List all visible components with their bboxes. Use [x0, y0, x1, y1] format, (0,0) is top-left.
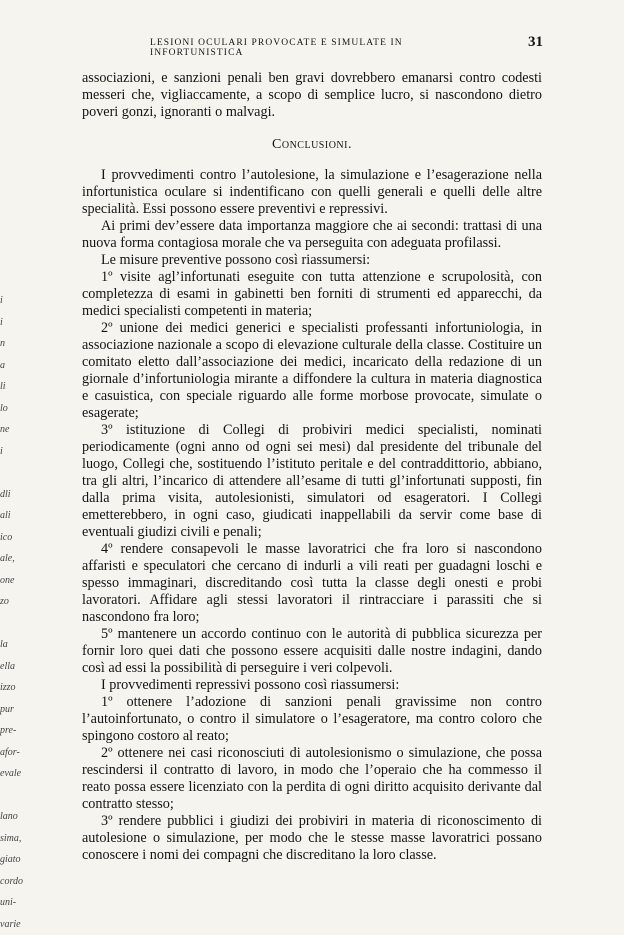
margin-fragment: zo	[0, 591, 24, 613]
margin-fragment	[0, 613, 24, 635]
margin-fragment: cordo	[0, 871, 24, 893]
list-item-preventive-5: 5º mantenere un accordo continuo con le autorità di pubblica sicurezza per fornir loro quei dati che possono essere acquisiti dalle nostre indagini, dando così ad essi la possibilità di perseguire i veri colpevoli.	[82, 626, 542, 677]
paragraph: I provvedimenti contro l’autolesione, la simulazione e l’esagerazione nella infortunistica oculare si indentificano con quelli generali e quelli delle altre specialità. Essi possono essere preventivi e repressivi.	[82, 167, 542, 218]
margin-fragment: ella	[0, 656, 24, 678]
margin-fragment: ico	[0, 527, 24, 549]
margin-fragment: izzo	[0, 677, 24, 699]
margin-fragment: ne	[0, 419, 24, 441]
margin-fragment: i	[0, 312, 24, 334]
margin-fragment: i	[0, 441, 24, 463]
margin-fragment	[0, 462, 24, 484]
margin-fragment: sima,	[0, 828, 24, 850]
list-item-repressive-1: 1º ottenere l’adozione di sanzioni penali gravissime non contro l’autoinfortunato, o contro il simulatore o l’esageratore, ma contro coloro che spingono costoro al reato;	[82, 694, 542, 745]
margin-fragment: pre-	[0, 720, 24, 742]
margin-fragment: varie	[0, 914, 24, 935]
margin-fragment: i	[0, 290, 24, 312]
margin-fragment: a	[0, 355, 24, 377]
list-item-preventive-2: 2º unione dei medici generici e specialisti professanti infortuniologia, in associazione nazionale a scopo di elevazione culturale della classe. Costituire un comitato eletto dall’associazione dei medici, incaricato della redazione di un giornale d’infortuniologia mirante a diffondere la cultura in materia diagnostica e casuistica, con speciale riguardo alle forme morbose provocate, simulate o esagerate;	[82, 320, 542, 422]
adjacent-page-margin-fragments	[0, 290, 24, 935]
margin-fragment: one	[0, 570, 24, 592]
page-number: 31	[528, 34, 543, 51]
margin-fragment: lo	[0, 398, 24, 420]
margin-fragment: ali	[0, 505, 24, 527]
margin-fragment: la	[0, 634, 24, 656]
list-item-preventive-4: 4º rendere consapevoli le masse lavoratrici che fra loro si nascondono affaristi e speculatori che cercano di indurli a vili reati per guadagni loschi e spesso immaginari, discreditando così tutta la classe degli onesti e probi lavoratori. Affidare agli stessi lavoratori il rintracciare i parassiti che si nascondono fra loro;	[82, 541, 542, 626]
paragraph: I provvedimenti repressivi possono così riassumersi:	[82, 677, 542, 694]
margin-fragment: ale,	[0, 548, 24, 570]
margin-fragment: li	[0, 376, 24, 398]
body-text	[82, 70, 542, 864]
margin-fragment: afor-	[0, 742, 24, 764]
list-item-preventive-3: 3º istituzione di Collegi di probiviri medici specialisti, nominati periodicamente (ogni anno od ogni sei mesi) dal presidente del tribunale del luogo, Collegi che, sostituendo l’istituto peritale e del contraddittorio, abbiano, tra gli altri, l’incarico di attendere all’esame di tutti gl’infortunati supposti, fin dalla prima visita, autolesionisti, simulatori od esageratori. I Collegi emetterebbero, in ogni caso, giudicati inappellabili da servir come base di eventuali giudizi civili e penali;	[82, 422, 542, 541]
paragraph: Le misure preventive possono così riassumersi:	[82, 252, 542, 269]
list-item-repressive-3: 3º rendere pubblici i giudizi dei probiviri in materia di riconoscimento di autolesione o simulazione, per modo che le stesse masse lavoratrici possano conoscere i nomi dei compagni che discreditano la loro classe.	[82, 813, 542, 864]
list-item-preventive-1: 1º visite agl’infortunati eseguite con tutta attenzione e scrupolosità, con completezza di esami in gabinetti ben forniti di strumenti ed apparecchi, da medici specialisti competenti in materia;	[82, 269, 542, 320]
margin-fragment: giato	[0, 849, 24, 871]
margin-fragment: uni-	[0, 892, 24, 914]
margin-fragment: lano	[0, 806, 24, 828]
running-header: LESIONI OCULARI PROVOCATE E SIMULATE IN INFORTUNISTICA	[150, 38, 450, 58]
margin-fragment: dli	[0, 484, 24, 506]
margin-fragment	[0, 785, 24, 807]
margin-fragment: pur	[0, 699, 24, 721]
margin-fragment: evale	[0, 763, 24, 785]
intro-paragraph: associazioni, e sanzioni penali ben gravi dovrebbero emanarsi contro codesti messeri che, vigliaccamente, a scopo di semplice lucro, si nascondono dietro poveri gonzi, ignoranti o malvagi.	[82, 70, 542, 121]
section-heading: Conclusioni.	[82, 136, 542, 153]
paragraph: Ai primi dev’essere data importanza maggiore che ai secondi: trattasi di una nuova forma contagiosa morale che va perseguita con adeguata profilassi.	[82, 218, 542, 252]
margin-fragment: n	[0, 333, 24, 355]
list-item-repressive-2: 2º ottenere nei casi riconosciuti di autolesionismo o simulazione, che possa rescindersi il contratto di lavoro, in modo che l’operaio che ha commesso il reato possa essere licenziato con la perdita di ogni diritto acquisito derivante dal contratto stesso;	[82, 745, 542, 813]
